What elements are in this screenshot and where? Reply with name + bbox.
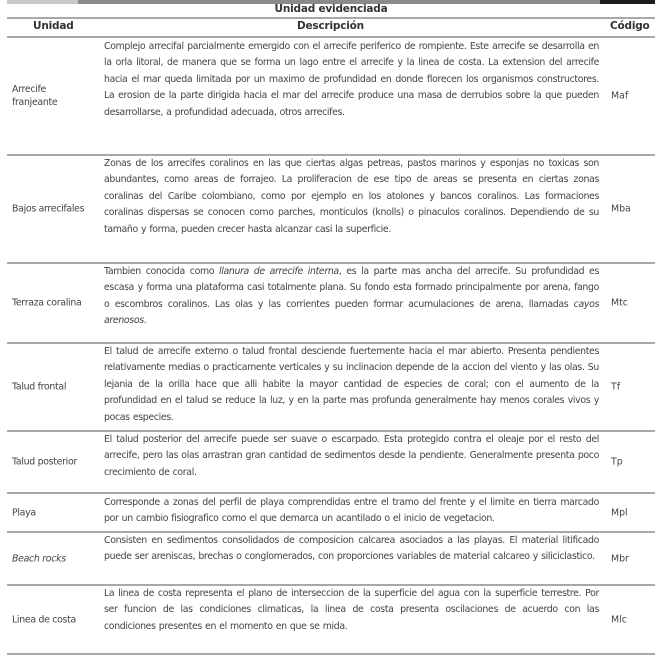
cell-description: La linea de costa representa el plano de interseccion de la superficie del agua con la superficie terrestre. Por ser funcion de las condiciones climaticas, la linea de costa presenta oscilaciones de acuerdo con las condiciones presentes en el momento en que se mida.: [104, 588, 599, 632]
cell-unit: Beach rocks: [12, 553, 66, 564]
cell-code: Mlc: [611, 614, 627, 625]
cell-description: Consisten en sedimentos consolidados de composicion calcarea asociados a las playas. El material litificado puede ser areniscas, brechas o conglomerados, con proporciones variables de material calcareo y siliciclastico.: [104, 535, 599, 563]
header-code: Código: [610, 20, 650, 32]
cell-code: Tp: [611, 456, 623, 468]
table-row: [7, 264, 655, 342]
table-row: [7, 38, 655, 154]
cell-unit: Terraza coralina: [12, 297, 82, 309]
cell-unit: Linea de costa: [12, 614, 76, 625]
cell-code: Tf: [611, 381, 621, 393]
cell-unit: Arrecife franjeante: [12, 84, 58, 108]
cell-code: Mtc: [611, 297, 628, 309]
cell-code: Mba: [611, 203, 631, 215]
header-description: Descripción: [297, 20, 364, 32]
table-caption: Unidad evidenciada: [274, 3, 388, 15]
header-unit: Unidad: [33, 20, 74, 32]
cell-unit: Talud posterior: [12, 456, 77, 468]
table-row: [7, 432, 655, 492]
cell-description: Corresponde a zonas del perfil de playa comprendidas entre el tramo del frente y el limite en tierra marcado por un cambio fisiografico como el que demarca un acantilado o el inicio de vegetacion.: [104, 497, 599, 525]
cell-unit: Bajos arrecifales: [12, 203, 85, 215]
table-row: [7, 586, 655, 653]
cell-code: Maf: [611, 90, 629, 102]
table-row: [7, 533, 655, 584]
cell-unit: Playa: [12, 507, 36, 518]
cell-code: Mpl: [611, 507, 628, 518]
cell-description: El talud posterior del arrecife puede ser suave o escarpado. Esta protegido contra el oleaje por el resto del arrecife, pero las olas arrastran gran cantidad de sedimentos desde la pendiente. Generalmente presenta poco crecimiento de coral.: [104, 434, 599, 478]
divider: [7, 17, 655, 19]
cell-description: El talud de arrecife externo o talud frontal desciende fuertemente hacia el mar abierto. Presenta pendientes relativamente medias o practicamente verticales y su inclinacion depende de la accion del viento y las olas. Su lejania de la orilla hace que alli habite la mayor cantidad de especies de coral; con el aumento de la profundidad en el talud se reduce la luz, y en la parte mas profunda generalmente hay menos corales vivos y pocas especies.: [104, 346, 599, 423]
table-row: [7, 494, 655, 531]
cell-code: Mbr: [611, 553, 629, 564]
cell-description: Tambien conocida como llanura de arrecife interna, es la parte mas ancha del arrecife. Su profundidad es escasa y forma una plataforma casi totalmente plana. Su fondo esta formado principalmente por arena, fango o escombros coralinos. Las olas y las corrientes pueden formar acumulaciones de arena, llamadas cayos arenosos.: [104, 266, 599, 327]
table-row: [7, 156, 655, 262]
table-row: [7, 344, 655, 430]
cell-description: Zonas de los arrecifes coralinos en las que ciertas algas petreas, pastos marinos y esponjas no toxicas son abundantes, como areas de forrajeo. La proliferacion de ese tipo de areas se presenta en ciertas zonas coralinas del Caribe colombiano, como por ejemplo en los atolones y bancos coralinos. Las formaciones coralinas dispersas se conocen como parches, monticulos (knolls) o pinaculos coralinos. Dependiendo de su tamaño y forma, pueden crecer hasta alcanzar casi la superficie.: [104, 158, 599, 235]
cell-unit: Talud frontal: [12, 381, 67, 393]
divider: [7, 653, 655, 655]
cell-description: Complejo arrecifal parcialmente emergido con el arrecife periferico de rompiente. Este arrecife se desarrolla en la orla litoral, de manera que se forma un lago entre el arrecife y la linea de costa. La extension del arrecife hacia el mar queda limitada por un maximo de profundidad en donde florecen los organismos constructores. La erosion de la parte dirigida hacia el mar del arrecife produce una masa de derrubios sobre la que pueden desarrollarse, a profundidad adecuada, otros arrecifes.: [104, 41, 599, 118]
